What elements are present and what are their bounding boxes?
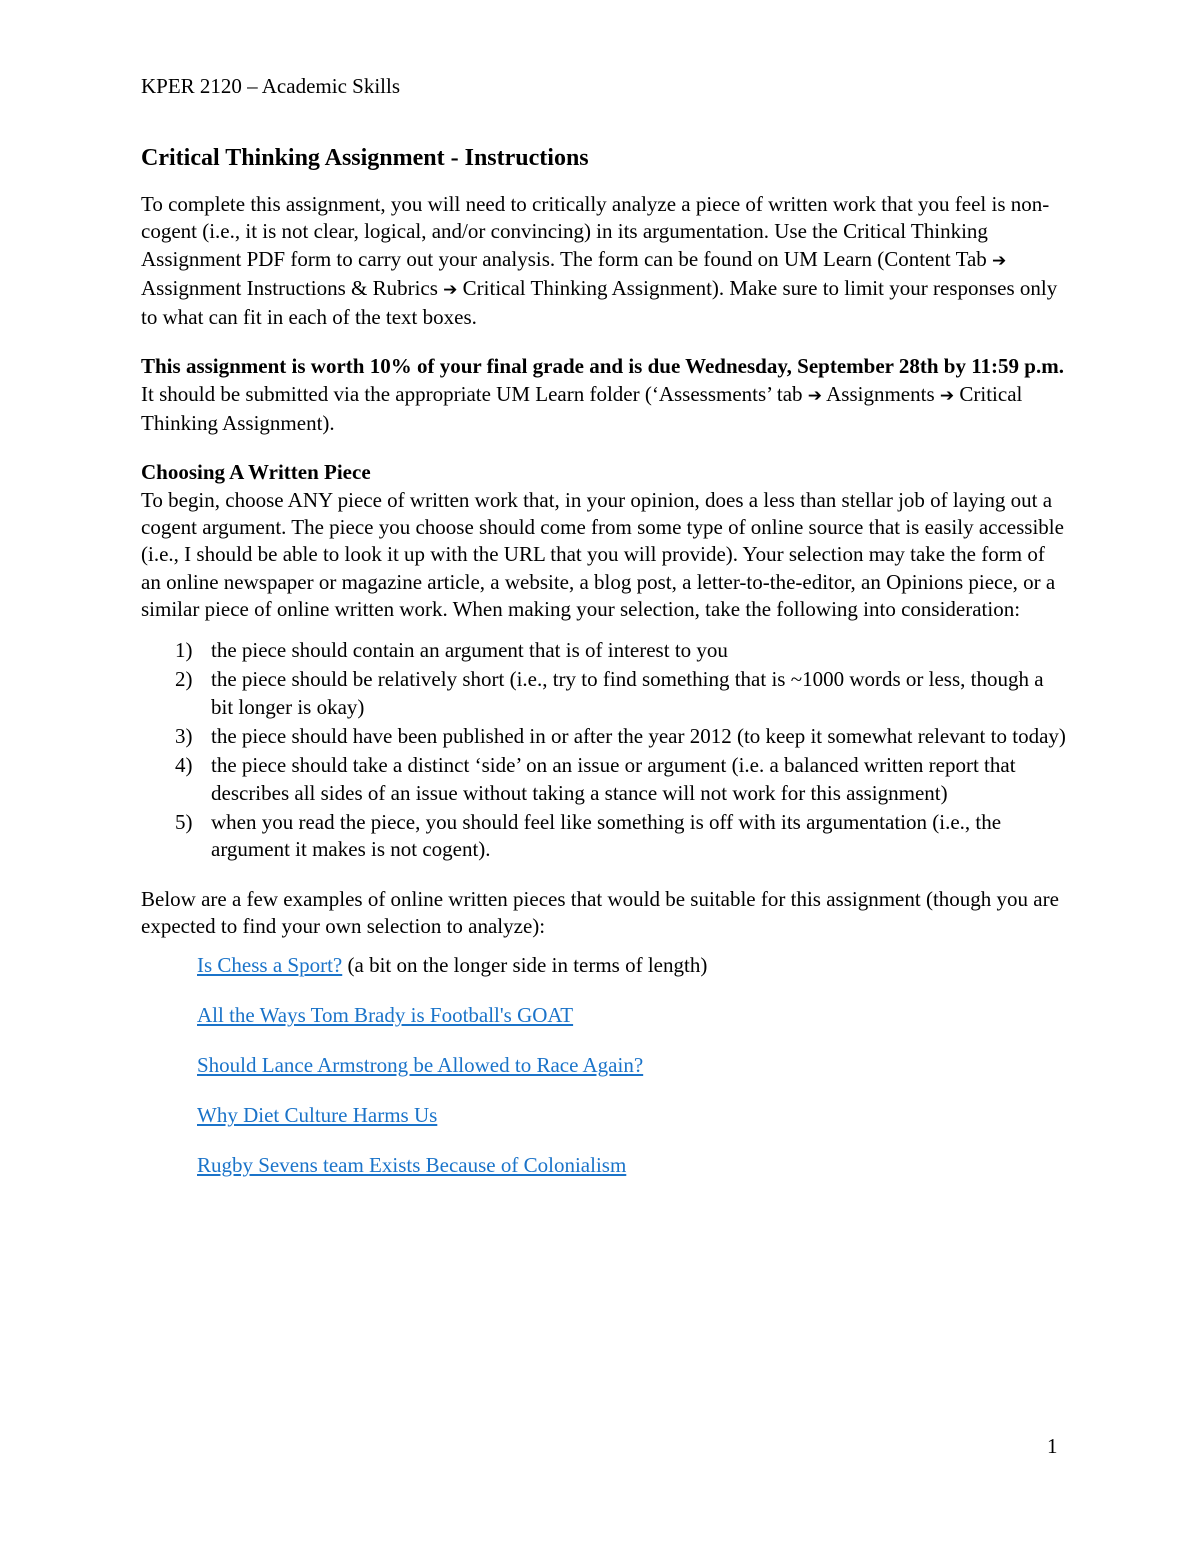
list-item-text: the piece should take a distinct ‘side’ on an issue or argument (i.e. a balanced written report that describes all sides of an issue without taking a stance will not work for this assignment) <box>211 753 1016 805</box>
examples-list <box>141 952 1066 1179</box>
list-item-text: the piece should contain an argument that is of interest to you <box>211 638 728 663</box>
list-item-text: the piece should be relatively short (i.e., try to find something that is ~1000 words or less, though a bit longer is okay) <box>211 667 1044 719</box>
list-item <box>141 666 1066 721</box>
page-number: 1 <box>1047 1434 1058 1458</box>
section-heading: Choosing A Written Piece <box>141 460 371 485</box>
right-arrow-icon: ➔ <box>939 385 955 406</box>
example-note: (a bit on the longer side in terms of length) <box>342 953 708 978</box>
list-number: 4) <box>175 753 193 778</box>
page-header: KPER 2120 – Academic Skills <box>141 74 400 98</box>
example-link-chess[interactable]: Is Chess a Sport? <box>197 953 343 978</box>
list-item-text: the piece should have been published in or after the year 2012 (to keep it somewhat relevant to today) <box>211 724 1066 749</box>
due-text-1: It should be submitted via the appropriate UM Learn folder (‘Assessments’ tab <box>141 381 808 406</box>
example-item <box>197 1002 1066 1029</box>
example-item <box>197 1052 1066 1079</box>
examples-intro: Below are a few examples of online written pieces that would be suitable for this assignment (though you are expected to find your own selection to analyze): <box>141 886 1059 938</box>
criteria-list <box>141 637 1066 863</box>
choosing-body: To begin, choose ANY piece of written work that, in your opinion, does a less than stellar job of laying out a cogent argument. The piece you choose should come from some type of online source that is easily accessible (i.e., I should be able to look it up with the URL that you will provide). Your selection may take the form of an online newspaper or magazine article, a website, a blog post, a letter-to-the-editor, an Opinions piece, or a similar piece of online written work. When making your selection, take the following into consideration: <box>141 487 1064 621</box>
list-number: 1) <box>175 638 193 663</box>
example-item <box>197 952 1066 979</box>
example-link-rugby-sevens[interactable]: Rugby Sevens team Exists Because of Colonialism <box>197 1153 627 1178</box>
due-date-statement: This assignment is worth 10% of your final grade and is due Wednesday, September 28th by 11:59 p.m. <box>141 354 1064 379</box>
list-number: 2) <box>175 667 193 692</box>
intro-paragraph <box>141 191 1066 331</box>
right-arrow-icon: ➔ <box>992 250 1007 271</box>
example-item <box>197 1102 1066 1129</box>
due-text-2: Assignments <box>822 381 940 406</box>
example-link-tom-brady[interactable]: All the Ways Tom Brady is Football's GOAT <box>197 1003 574 1028</box>
intro-text-2: Assignment Instructions & Rubrics <box>141 275 444 300</box>
list-item-text: when you read the piece, you should feel like something is off with its argumentation (i.e., the argument it makes is not cogent). <box>211 809 1002 862</box>
due-paragraph <box>141 353 1066 437</box>
example-link-diet-culture[interactable]: Why Diet Culture Harms Us <box>197 1103 438 1128</box>
example-link-lance-armstrong[interactable]: Should Lance Armstrong be Allowed to Race Again? <box>197 1053 644 1078</box>
list-number: 5) <box>175 809 193 834</box>
example-item <box>197 1152 1066 1179</box>
document-body <box>141 142 1066 1202</box>
list-item <box>141 752 1066 807</box>
intro-text-1: To complete this assignment, you will need to critically analyze a piece of written work that you feel is non-cogent (i.e., it is not clear, logical, and/or convincing) in its argumentation. Use the Critical Thinking Assignment PDF form to carry out your analysis. The form can be found on UM Learn (Content Tab <box>141 192 1050 271</box>
intro-text-3: Critical Thinking Assignment). Make sure to limit your responses only to what can fit in each of the text boxes. <box>141 275 1058 330</box>
due-text-3: Critical Thinking Assignment). <box>141 381 1023 436</box>
list-item <box>141 809 1066 864</box>
list-number: 3) <box>175 724 193 749</box>
list-item <box>141 637 1066 664</box>
right-arrow-icon: ➔ <box>443 279 458 300</box>
choosing-section <box>141 459 1066 623</box>
list-item <box>141 723 1066 750</box>
document-title: Critical Thinking Assignment - Instructions <box>141 145 589 171</box>
right-arrow-icon: ➔ <box>807 385 823 406</box>
